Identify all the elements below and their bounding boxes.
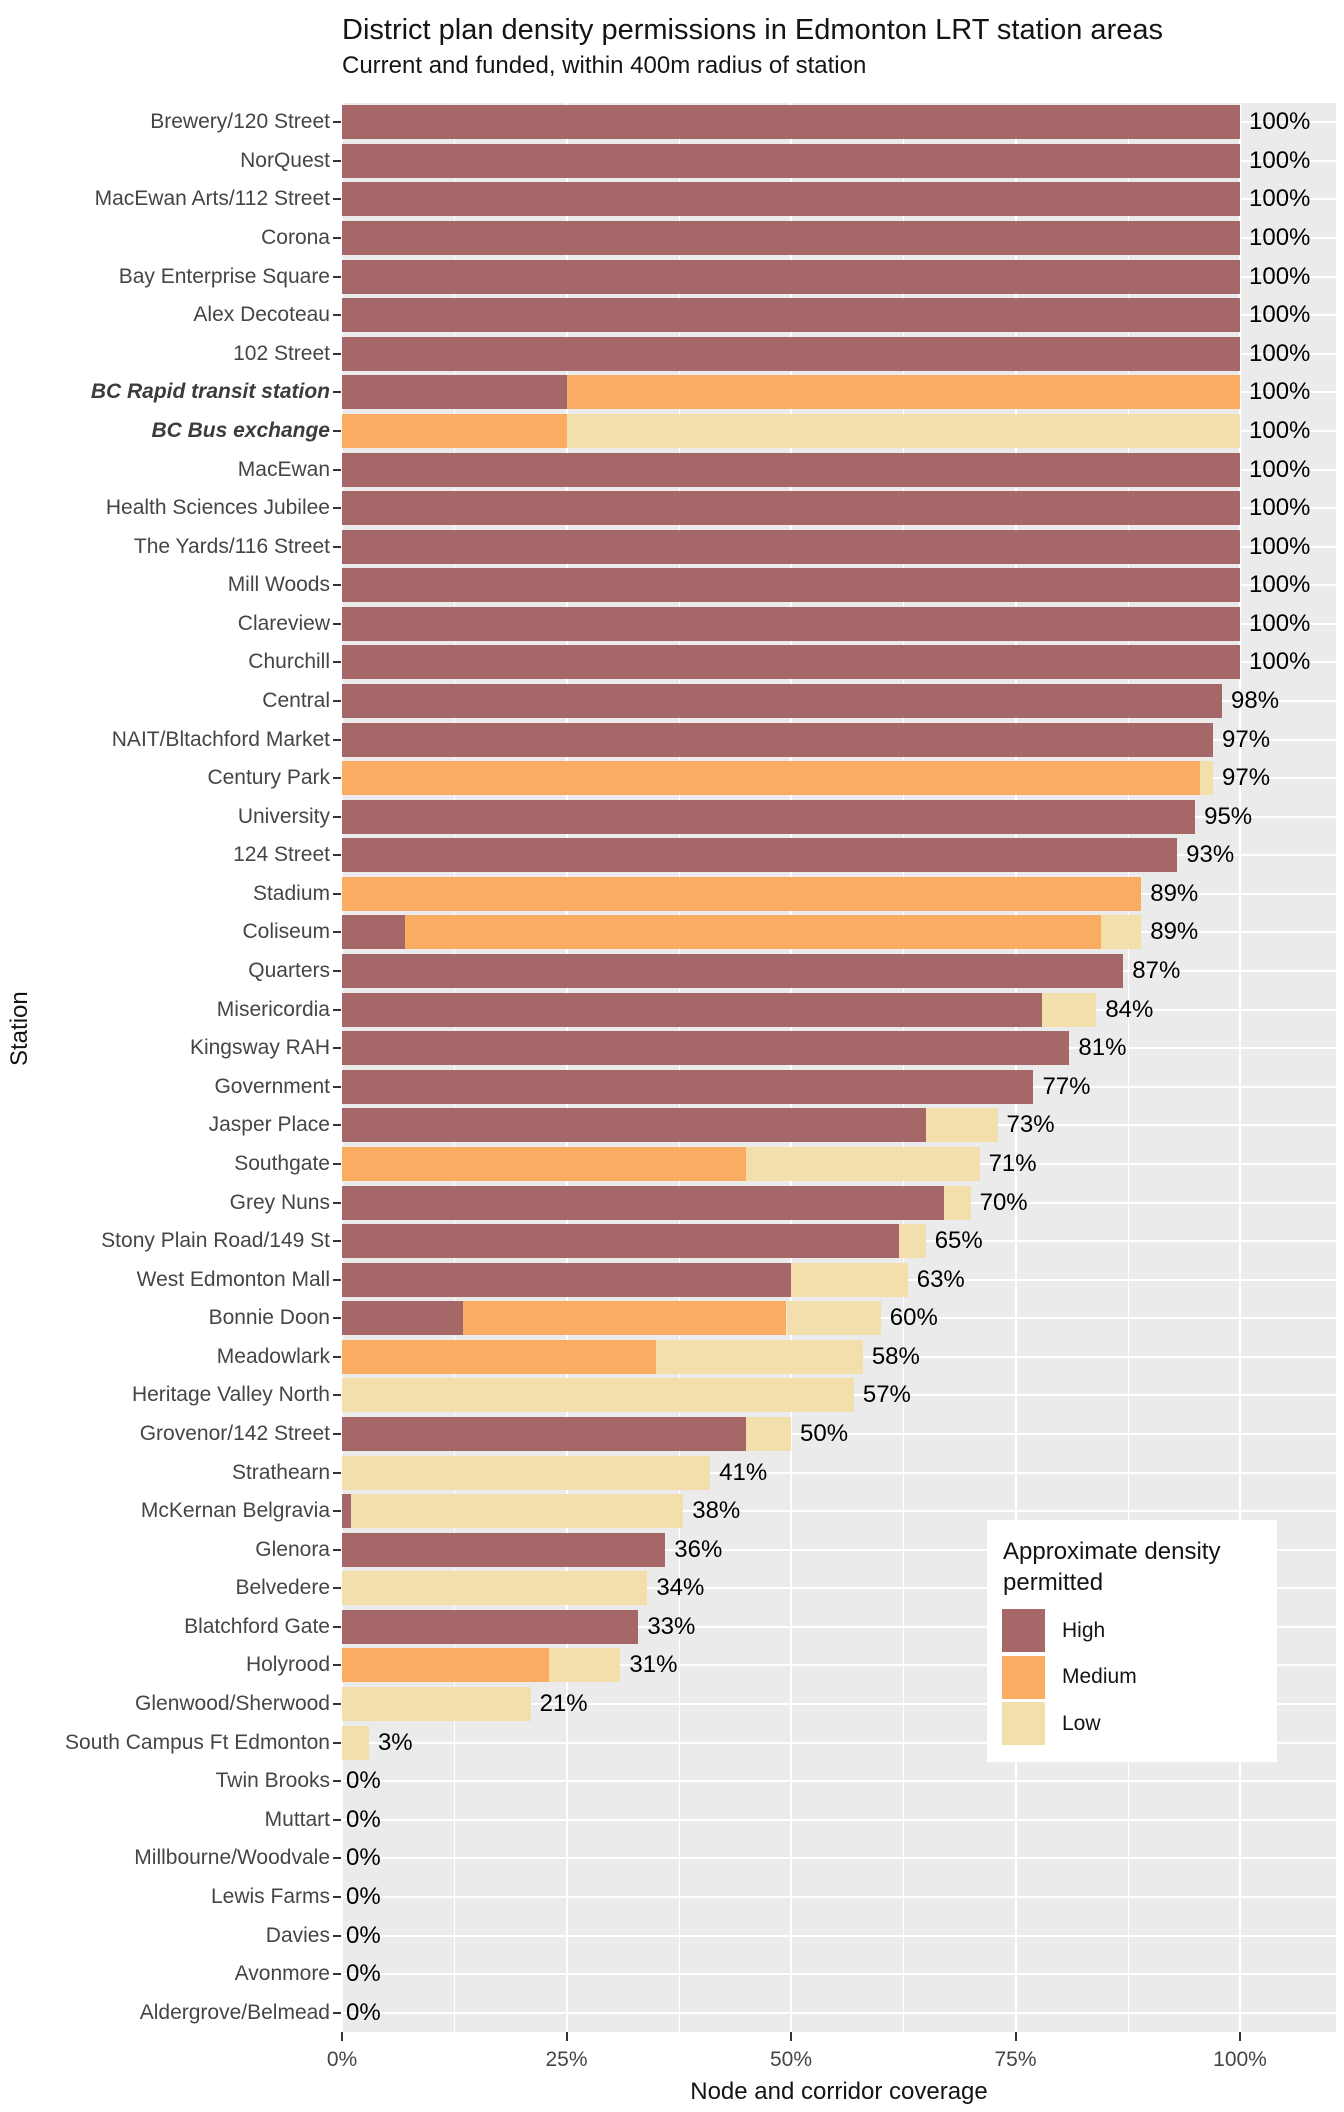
bar-value-label: 89% [1150,918,1199,946]
y-axis-label: Government [214,1074,330,1098]
bar-segment-low [746,1417,791,1451]
bar-segment-low [787,1301,881,1335]
y-tick [333,2012,341,2014]
bar-value-label: 36% [674,1535,723,1563]
bar-value-label: 100% [1249,108,1311,136]
y-axis-label: Avonmore [234,1962,330,1986]
bar-segment-low [791,1263,908,1297]
y-tick [333,1742,341,1744]
chart-title: District plan density permissions in Edmonton LRT station areas [342,14,1163,46]
y-axis-label: Holyrood [245,1653,330,1677]
y-tick [333,584,341,586]
y-tick [333,1973,341,1975]
y-tick [333,1780,341,1782]
bar-segment-high [342,1108,926,1142]
bar-value-label: 0% [346,1960,381,1988]
bar-segment-low [1200,761,1213,795]
bar-segment-low [1101,915,1141,949]
bar-value-label: 77% [1042,1072,1091,1100]
bar-value-label: 81% [1078,1034,1127,1062]
legend-label-medium: Medium [1062,1665,1137,1688]
bar-segment-high [342,453,1240,487]
y-tick [333,1703,341,1705]
y-tick [333,353,341,355]
bar-segment-high [342,1224,899,1258]
y-tick [333,1819,341,1821]
y-axis-label: Stony Plain Road/149 St [101,1229,330,1253]
y-axis-label: Misericordia [216,997,330,1021]
bar-segment-medium [405,915,1101,949]
y-tick [333,237,341,239]
bar-segment-medium [342,761,1200,795]
y-tick [333,1433,341,1435]
bar-value-label: 57% [862,1381,911,1409]
y-axis-label: Health Sciences Jubilee [105,496,330,520]
bar-segment-medium [463,1301,786,1335]
bar-value-label: 100% [1249,301,1311,329]
y-axis-label: Glenwood/Sherwood [135,1692,330,1716]
x-tick-label: 0% [326,2048,358,2071]
x-tick [790,2032,792,2041]
y-axis-label: Aldergrove/Belmead [139,2000,330,2024]
y-tick [333,1896,341,1898]
y-tick [333,700,341,702]
bar-value-label: 100% [1249,609,1311,637]
bar-segment-high [342,337,1240,371]
y-axis-label: Strathearn [231,1460,330,1484]
x-tick-label: 100% [1213,2048,1267,2071]
bar-segment-medium [342,414,567,448]
y-axis-label: Brewery/120 Street [150,110,330,134]
row-gridline [342,1819,1336,1821]
y-axis-label: West Edmonton Mall [136,1267,330,1291]
y-axis-label: Davies [265,1923,330,1947]
y-tick [333,430,341,432]
bar-segment-high [342,684,1222,718]
y-axis-label: Corona [261,226,330,250]
bar-segment-high [342,375,567,409]
bar-value-label: 95% [1204,802,1253,830]
bar-segment-low [899,1224,926,1258]
y-axis-label: 124 Street [233,843,330,867]
y-axis-label: Belvedere [235,1576,330,1600]
y-tick [333,1857,341,1859]
bar-segment-medium [342,1147,746,1181]
y-axis-label: Bay Enterprise Square [118,264,330,288]
y-tick [333,777,341,779]
bar-value-label: 71% [988,1149,1037,1177]
y-axis-label: Millbourne/Woodvale [134,1846,330,1870]
bar-segment-high [342,1301,463,1335]
bar-segment-low [656,1340,863,1374]
bar-value-label: 38% [692,1497,741,1525]
bar-segment-high [342,1533,665,1567]
y-tick [333,1202,341,1204]
y-axis-label: Bonnie Doon [208,1306,330,1330]
bar-value-label: 97% [1222,764,1271,792]
bar-segment-low [342,1378,854,1412]
bar-segment-high [342,1494,351,1528]
bar-value-label: 100% [1249,455,1311,483]
bar-segment-low [342,1687,531,1721]
bar-value-label: 0% [346,1998,381,2026]
y-axis-label: Lewis Farms [210,1884,330,1908]
bar-segment-high [342,298,1240,332]
y-axis-label: Grovenor/142 Street [139,1422,330,1445]
y-tick [333,1047,341,1049]
row-gridline [342,1780,1336,1782]
bar-value-label: 50% [800,1420,849,1447]
bar-segment-high [342,1070,1033,1104]
y-tick [333,198,341,200]
bar-segment-low [342,1571,647,1605]
y-tick [333,1510,341,1512]
bar-segment-high [342,915,405,949]
bar-value-label: 0% [346,1767,381,1795]
y-axis-label: Kingsway RAH [189,1036,330,1060]
y-axis-label: Meadowlark [216,1344,330,1368]
bar-segment-high [342,607,1240,641]
y-tick [333,1664,341,1666]
y-axis-label: Grey Nuns [229,1190,330,1214]
y-axis-label: Clareview [237,611,330,635]
bar-value-label: 3% [377,1728,413,1756]
bar-value-label: 0% [346,1921,381,1949]
y-axis-label: University [237,804,330,828]
bar-segment-high [342,723,1213,757]
bar-value-label: 100% [1249,339,1311,367]
y-tick [333,1587,341,1589]
bar-value-label: 93% [1186,841,1235,869]
y-axis-label: Alex Decoteau [193,303,330,327]
y-axis-label: Century Park [207,766,330,790]
bar-segment-low [746,1147,979,1181]
bar-segment-high [342,838,1177,872]
legend-swatch-medium [1002,1656,1045,1699]
y-tick [333,1009,341,1011]
bar-value-label: 84% [1105,995,1154,1023]
y-axis-label: MacEwan [237,457,330,481]
y-tick [333,893,341,895]
y-tick [333,1279,341,1281]
y-axis-label: McKernan Belgravia [140,1499,330,1523]
bar-value-label: 100% [1249,224,1311,252]
bar-segment-low [926,1108,998,1142]
bar-value-label: 100% [1249,146,1311,174]
y-axis-label: Muttart [264,1807,330,1831]
y-tick [333,1549,341,1551]
y-axis-label: Central [262,688,330,712]
bar-value-label: 87% [1132,957,1181,985]
bar-segment-low [351,1494,683,1528]
bar-value-label: 63% [916,1265,965,1293]
y-tick [333,391,341,393]
legend-title: Approximate density permitted [1003,1538,1221,1596]
y-tick [333,1394,341,1396]
bar-segment-high [342,1186,944,1220]
bar-segment-high [342,645,1240,679]
y-axis-label: MacEwan Arts/112 Street [94,187,330,211]
bar-segment-high [342,1263,791,1297]
y-axis-label: Blatchford Gate [184,1614,330,1638]
y-axis-label: NorQuest [240,148,330,172]
legend-swatch-low [1002,1702,1045,1745]
bar-segment-high [342,221,1240,255]
y-tick [333,1163,341,1165]
bar-segment-low [567,414,1241,448]
bar-value-label: 41% [719,1458,768,1486]
y-tick [333,1086,341,1088]
y-tick [333,546,341,548]
y-tick [333,970,341,972]
bar-value-label: 98% [1231,686,1280,714]
y-axis-label: Twin Brooks [215,1769,330,1793]
bar-value-label: 100% [1249,494,1311,522]
bar-value-label: 0% [346,1882,381,1910]
y-tick [333,160,341,162]
bar-segment-high [342,993,1042,1027]
bar-segment-medium [342,1340,656,1374]
bar-value-label: 0% [346,1805,381,1833]
y-axis-label: Coliseum [242,920,330,944]
bar-value-label: 100% [1249,378,1311,406]
y-tick [333,1356,341,1358]
y-axis-label: BC Bus exchange [151,418,330,442]
bar-segment-high [342,954,1123,988]
bar-value-label: 100% [1249,416,1311,444]
row-gridline [342,1935,1336,1937]
x-tick-label: 75% [994,2048,1037,2071]
chart-subtitle: Current and funded, within 400m radius of station [342,52,867,79]
bar-value-label: 60% [889,1304,938,1332]
bar-segment-high [342,105,1240,139]
bar-value-label: 33% [647,1612,696,1640]
legend-label-high: High [1062,1618,1106,1642]
y-tick [333,507,341,509]
y-axis-label: Stadium [252,881,330,905]
y-axis-label: NAIT/Bltachford Market [111,727,330,751]
bar-segment-high [342,260,1240,294]
row-gridline [342,1896,1336,1898]
bar-value-label: 31% [629,1651,678,1679]
y-tick [333,121,341,123]
y-axis-label: South Campus Ft Edmonton [65,1730,330,1754]
y-tick [333,1240,341,1242]
x-tick [341,2032,343,2041]
bar-segment-high [342,144,1240,178]
y-axis-label: Southgate [234,1151,330,1175]
bar-segment-low [342,1726,369,1760]
legend-swatch-high [1002,1609,1045,1652]
bar-value-label: 100% [1249,571,1311,599]
bar-value-label: 97% [1222,725,1271,753]
y-tick [333,623,341,625]
bar-segment-medium [342,877,1141,911]
bar-segment-high [342,568,1240,602]
bar-segment-medium [567,375,1241,409]
row-gridline [342,1857,1336,1859]
y-tick [333,816,341,818]
y-tick [333,1626,341,1628]
y-tick [333,469,341,471]
y-axis-title: Station [6,991,33,1066]
y-axis-label: The Yards/116 Street [133,534,330,558]
bar-value-label: 70% [979,1188,1028,1216]
x-tick [1239,2032,1241,2041]
y-axis-label: Jasper Place [208,1113,330,1137]
y-axis-label: Quarters [248,959,330,983]
bar-segment-low [342,1456,710,1490]
bar-value-label: 34% [656,1574,705,1602]
y-tick [333,661,341,663]
bar-value-label: 89% [1150,879,1199,907]
bar-segment-low [549,1648,621,1682]
x-tick-label: 50% [769,2048,813,2071]
y-tick [333,314,341,316]
y-axis-label: Churchill [248,650,330,674]
y-tick [333,854,341,856]
row-gridline [342,1973,1336,1975]
bar-segment-medium [342,1648,549,1682]
bar-value-label: 100% [1249,262,1311,290]
bar-value-label: 0% [346,1844,381,1872]
y-tick [333,1124,341,1126]
bar-segment-low [944,1186,971,1220]
bar-value-label: 65% [934,1227,983,1255]
y-tick [333,1317,341,1319]
x-tick [1015,2032,1017,2041]
bar-segment-high [342,1417,746,1451]
bar-segment-high [342,530,1240,564]
legend [987,1520,1277,1762]
y-axis-label: 102 Street [233,341,330,365]
y-tick [333,1935,341,1937]
row-gridline [342,2012,1336,2014]
bar-segment-high [342,491,1240,525]
bar-segment-low [1042,993,1096,1027]
bar-value-label: 73% [1006,1111,1055,1139]
bar-value-label: 100% [1249,185,1311,213]
bar-value-label: 100% [1249,648,1311,676]
y-axis-label: Heritage Valley North [131,1383,330,1407]
bar-segment-high [342,1031,1069,1065]
y-axis-label: BC Rapid transit station [90,380,330,404]
bar-value-label: 58% [871,1342,920,1370]
x-tick-label: 25% [545,2048,588,2071]
y-axis-label: Glenora [255,1537,330,1561]
y-axis-label: Mill Woods [227,573,330,597]
bar-value-label: 100% [1249,532,1311,560]
x-tick [566,2032,568,2041]
y-tick [333,931,341,933]
y-tick [333,276,341,278]
y-tick [333,1472,341,1474]
bar-value-label: 21% [539,1690,588,1718]
legend-label-low: Low [1062,1711,1101,1735]
bar-segment-high [342,182,1240,216]
bar-segment-high [342,1610,638,1644]
bar-segment-high [342,800,1195,834]
x-axis-title: Node and corridor coverage [690,2078,988,2105]
y-tick [333,739,341,741]
